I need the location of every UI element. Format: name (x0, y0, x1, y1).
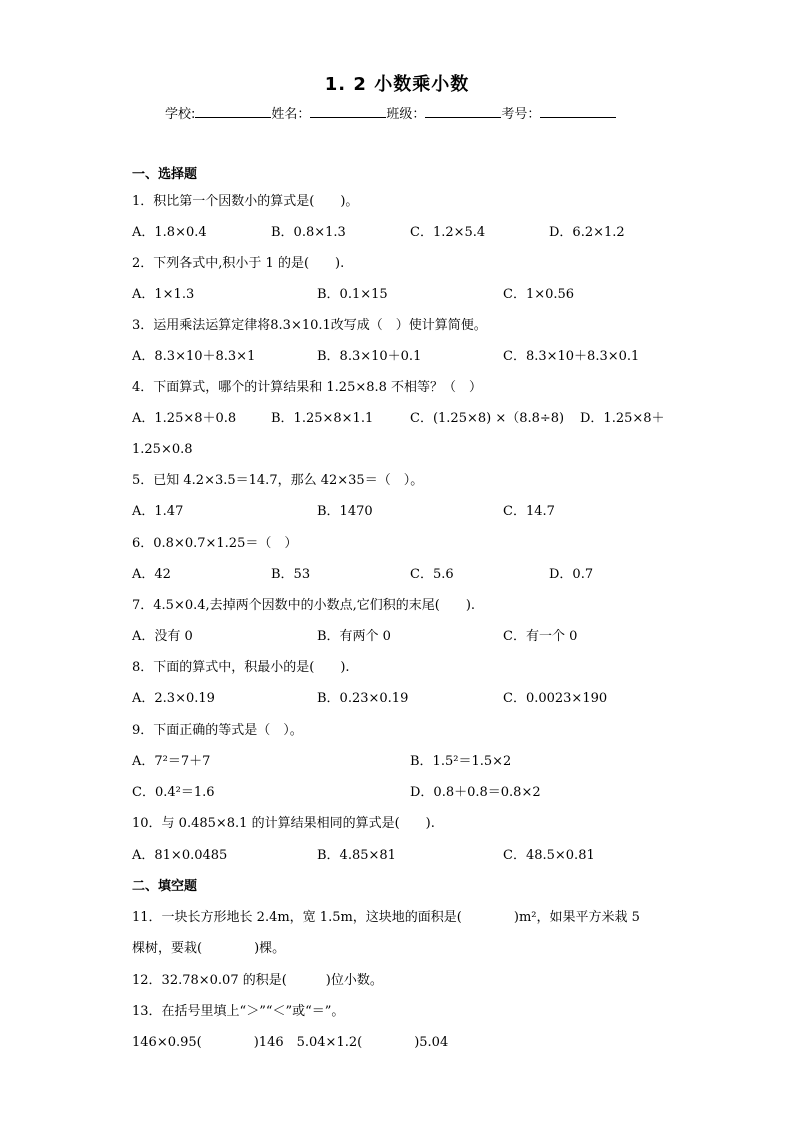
question-1: 1．积比第一个因数小的算式是( )。 (132, 194, 359, 209)
name-blank[interactable] (310, 105, 386, 118)
q4-option-c[interactable]: C．(1.25×8) ×（8.8÷8) (410, 411, 565, 426)
page-title: 1. 2 小数乘小数 (324, 74, 470, 95)
question-10: 10．与 0.485×8.1 的计算结果相同的算式是( ). (132, 816, 435, 831)
q9-option-c[interactable]: C．0.4²＝1.6 (132, 785, 215, 800)
q5-option-b[interactable]: B．1470 (317, 504, 373, 519)
q5-option-a[interactable]: A．1.47 (132, 504, 184, 519)
q10-option-c[interactable]: C．48.5×0.81 (503, 848, 595, 863)
q8-option-c[interactable]: C．0.0023×190 (503, 691, 608, 706)
question-11-continued: 棵树，要栽( )棵。 (132, 941, 286, 956)
q6-option-c[interactable]: C．5.6 (410, 567, 454, 582)
q4-option-d-continued: 1.25×0.8 (132, 442, 193, 457)
q5-option-c[interactable]: C．14.7 (503, 504, 555, 519)
question-3: 3．运用乘法运算定律将8.3×10.1改写成（ ）使计算简便。 (132, 318, 487, 333)
question-6: 6．0.8×0.7×1.25＝（ ） (132, 536, 298, 551)
school-label: 学校: (165, 107, 196, 122)
school-blank[interactable] (195, 105, 271, 118)
question-8: 8．下面的算式中，积最小的是( ). (132, 660, 350, 675)
exam-no-label: 考号： (501, 107, 541, 122)
q10-option-b[interactable]: B．4.85×81 (317, 848, 396, 863)
q9-option-a[interactable]: A．7²＝7＋7 (132, 754, 211, 769)
question-13-items: 146×0.95( )146 5.04×1.2( )5.04 (132, 1035, 449, 1050)
name-label: 姓名： (271, 107, 311, 122)
question-12: 12．32.78×0.07 的积是( )位小数。 (132, 973, 383, 988)
q6-option-b[interactable]: B．53 (271, 567, 311, 582)
q4-option-b[interactable]: B．1.25×8×1.1 (271, 411, 374, 426)
exam-no-blank[interactable] (540, 105, 616, 118)
q1-option-a[interactable]: A．1.8×0.4 (132, 225, 207, 240)
section-heading-choice: 一、选择题 (132, 167, 198, 182)
q4-option-a[interactable]: A．1.25×8＋0.8 (132, 411, 237, 426)
q9-option-b[interactable]: B．1.5²＝1.5×2 (410, 754, 512, 769)
q4-option-d[interactable]: D．1.25×8＋ (580, 411, 665, 426)
q9-option-d[interactable]: D．0.8＋0.8＝0.8×2 (410, 785, 541, 800)
q1-option-b[interactable]: B．0.8×1.3 (271, 225, 346, 240)
class-label: 班级： (386, 107, 426, 122)
q2-option-b[interactable]: B．0.1×15 (317, 287, 388, 302)
question-13: 13．在括号里填上“＞”“＜”或“＝”。 (132, 1004, 345, 1019)
section-heading-fill: 二、填空题 (132, 879, 198, 894)
q3-option-b[interactable]: B．8.3×10＋0.1 (317, 349, 422, 364)
q7-option-b[interactable]: B．有两个 0 (317, 629, 391, 644)
q10-option-a[interactable]: A．81×0.0485 (132, 848, 228, 863)
question-4: 4．下面算式，哪个的计算结果和 1.25×8.8 不相等？（ ） (132, 380, 483, 395)
q3-option-c[interactable]: C．8.3×10＋8.3×0.1 (503, 349, 640, 364)
question-5: 5．已知 4.2×3.5＝14.7，那么 42×35＝（ ）。 (132, 473, 424, 488)
question-9: 9．下面正确的等式是（ ）。 (132, 723, 303, 738)
student-info-line (165, 103, 616, 122)
q6-option-a[interactable]: A．42 (132, 567, 171, 582)
q3-option-a[interactable]: A．8.3×10＋8.3×1 (132, 349, 256, 364)
q8-option-a[interactable]: A．2.3×0.19 (132, 691, 215, 706)
question-2: 2．下列各式中,积小于 1 的是( ). (132, 256, 345, 271)
q1-option-d[interactable]: D．6.2×1.2 (549, 225, 625, 240)
class-blank[interactable] (425, 105, 501, 118)
question-7: 7．4.5×0.4,去掉两个因数中的小数点,它们积的末尾( ). (132, 598, 476, 613)
q8-option-b[interactable]: B．0.23×0.19 (317, 691, 409, 706)
q2-option-c[interactable]: C．1×0.56 (503, 287, 575, 302)
q7-option-c[interactable]: C．有一个 0 (503, 629, 578, 644)
q2-option-a[interactable]: A．1×1.3 (132, 287, 195, 302)
q1-option-c[interactable]: C．1.2×5.4 (410, 225, 486, 240)
question-11: 11．一块长方形地长 2.4m，宽 1.5m，这块地的面积是( )m²，如果平方米栽 5 (132, 910, 640, 925)
q6-option-d[interactable]: D．0.7 (549, 567, 594, 582)
q7-option-a[interactable]: A．没有 0 (132, 629, 193, 644)
